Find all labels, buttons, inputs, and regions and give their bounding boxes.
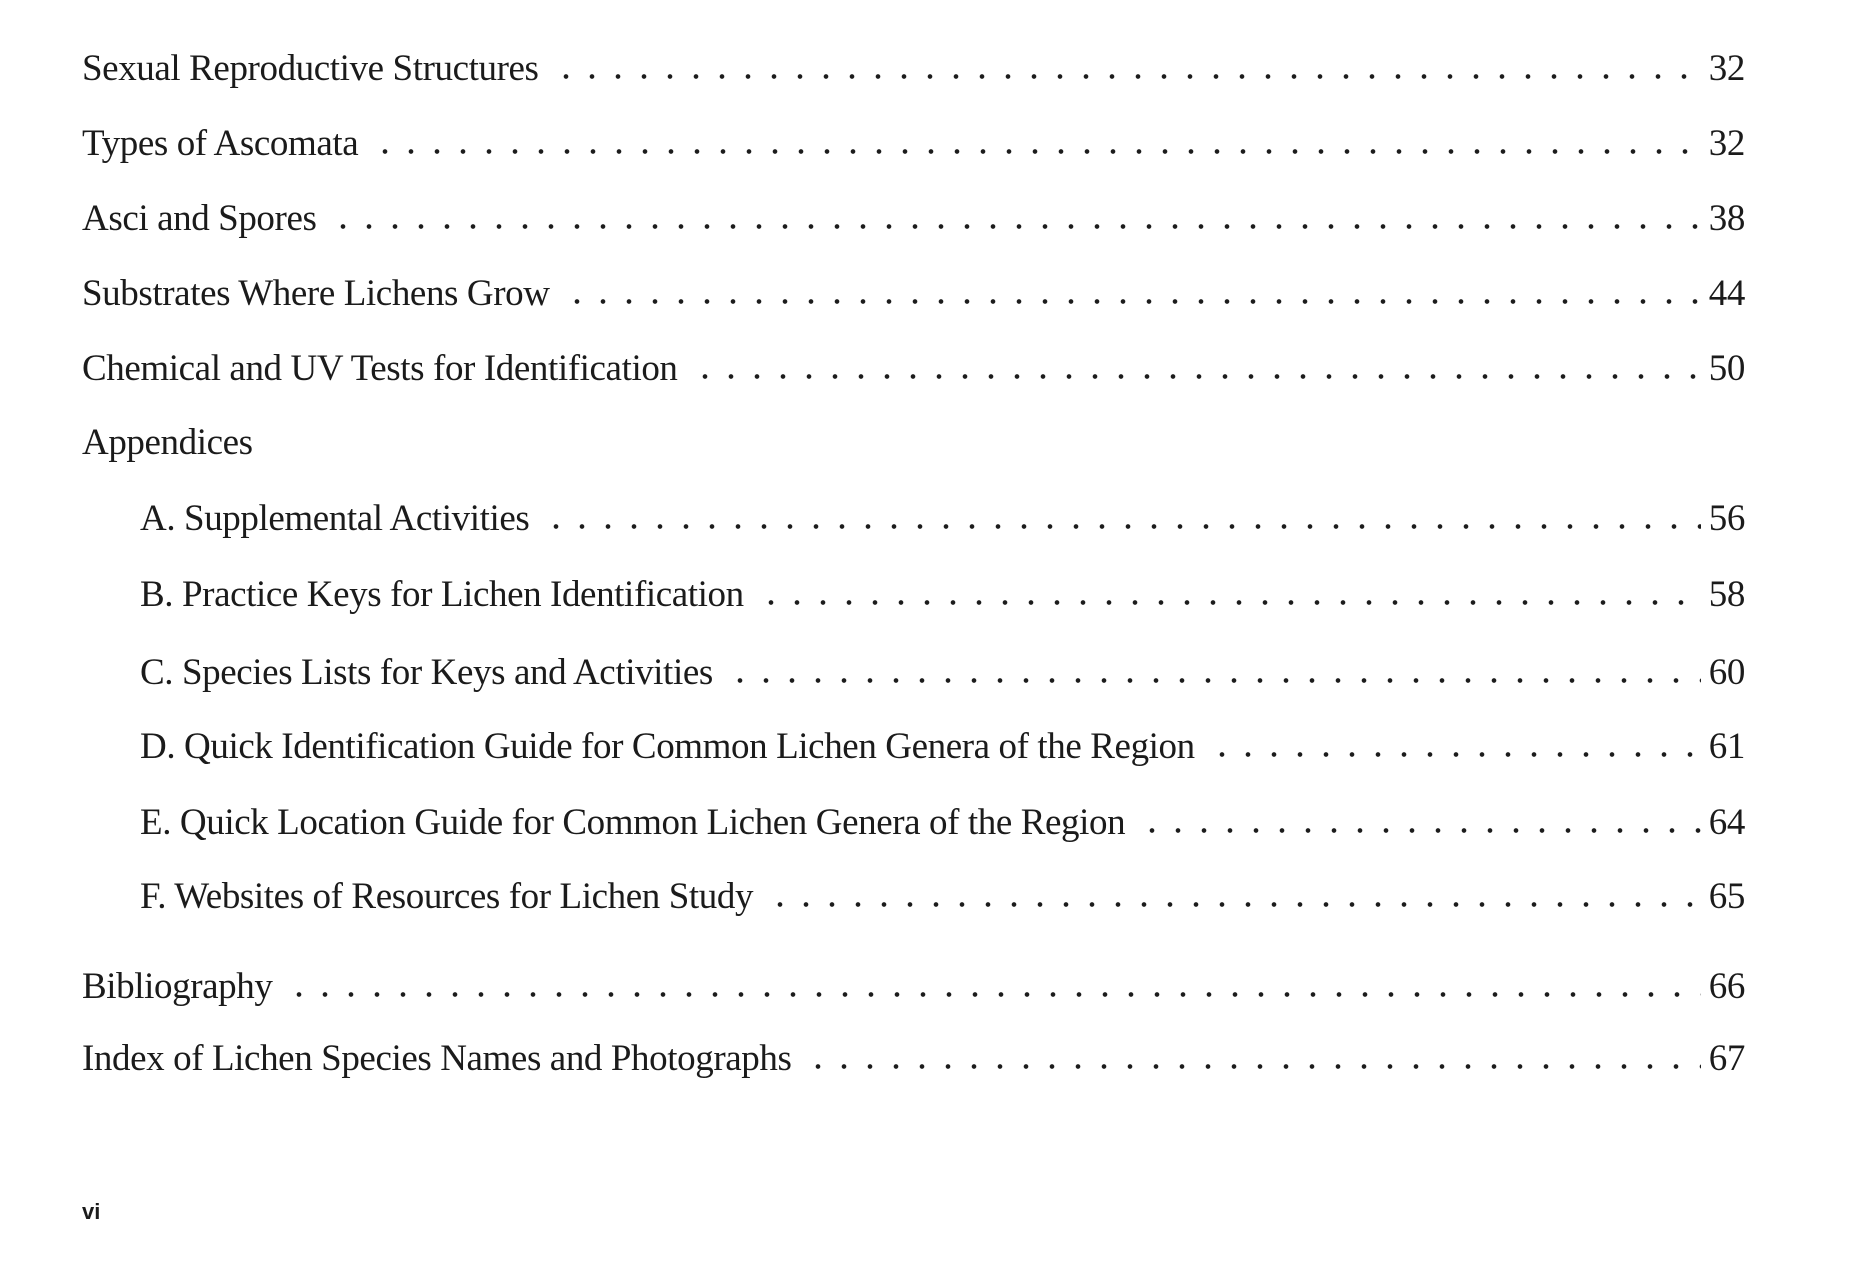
toc-entry-title: Sexual Reproductive Structures bbox=[82, 48, 539, 89]
dot-leader bbox=[543, 523, 1700, 530]
toc-section-heading bbox=[82, 418, 1745, 468]
page-number-folio: vi bbox=[82, 1199, 101, 1224]
toc-entry-page: 58 bbox=[1708, 574, 1745, 615]
toc-entry-page: 32 bbox=[1708, 48, 1745, 89]
toc-entry-page: 66 bbox=[1708, 966, 1745, 1007]
toc-entry-title: F. Websites of Resources for Lichen Study bbox=[140, 876, 754, 917]
toc-entry-page: 44 bbox=[1708, 273, 1745, 314]
toc-entry-title: B. Practice Keys for Lichen Identification bbox=[140, 574, 744, 615]
dot-leader bbox=[805, 1063, 1700, 1070]
toc-entry-title: Types of Ascomata bbox=[82, 123, 359, 164]
toc-entry-page: 50 bbox=[1708, 348, 1745, 389]
toc-entry bbox=[82, 570, 1745, 620]
dot-leader bbox=[1209, 751, 1701, 758]
toc-entry-page: 65 bbox=[1708, 876, 1745, 917]
dot-leader bbox=[553, 73, 1701, 80]
toc-entry-title: Chemical and UV Tests for Identification bbox=[82, 348, 678, 389]
toc-entry-title: Bibliography bbox=[82, 966, 273, 1007]
dot-leader bbox=[330, 223, 1700, 230]
toc-entry bbox=[82, 494, 1745, 544]
dot-leader bbox=[767, 901, 1701, 908]
toc-entry-page: 60 bbox=[1708, 652, 1745, 693]
toc-entry bbox=[82, 44, 1745, 94]
toc-entry bbox=[82, 798, 1745, 848]
dot-leader bbox=[372, 148, 1701, 155]
toc-entry-page: 32 bbox=[1708, 123, 1745, 164]
toc-entry-title: Index of Lichen Species Names and Photographs bbox=[82, 1038, 792, 1079]
toc-entry bbox=[82, 872, 1745, 922]
dot-leader bbox=[286, 991, 1700, 998]
dot-leader bbox=[692, 373, 1701, 380]
toc-entry-page: 38 bbox=[1708, 198, 1745, 239]
toc-entry-page: 64 bbox=[1708, 802, 1745, 843]
toc-entry bbox=[82, 269, 1745, 319]
toc-entry-title: Asci and Spores bbox=[82, 198, 317, 239]
toc-entry bbox=[82, 722, 1745, 772]
toc-entry-title: A. Supplemental Activities bbox=[140, 498, 530, 539]
toc-entry-page: 61 bbox=[1708, 726, 1745, 767]
toc-entry-title: C. Species Lists for Keys and Activities bbox=[140, 652, 713, 693]
toc-entry-title: Appendices bbox=[82, 422, 253, 463]
table-of-contents bbox=[82, 0, 1745, 1267]
toc-entry bbox=[82, 962, 1745, 1012]
toc-entry bbox=[82, 119, 1745, 169]
toc-entry-page: 67 bbox=[1708, 1038, 1745, 1079]
toc-entry-title: E. Quick Location Guide for Common Lichen Genera of the Region bbox=[140, 802, 1126, 843]
toc-entry bbox=[82, 1034, 1745, 1084]
toc-entry bbox=[82, 344, 1745, 394]
dot-leader bbox=[727, 677, 1701, 684]
toc-entry bbox=[82, 194, 1745, 244]
dot-leader bbox=[758, 599, 1701, 606]
dot-leader bbox=[1139, 827, 1701, 834]
toc-entry-title: D. Quick Identification Guide for Common Lichen Genera of the Region bbox=[140, 726, 1195, 767]
dot-leader bbox=[564, 298, 1701, 305]
toc-entry-title: Substrates Where Lichens Grow bbox=[82, 273, 550, 314]
toc-entry-page: 56 bbox=[1708, 498, 1745, 539]
toc-entry bbox=[82, 648, 1745, 698]
